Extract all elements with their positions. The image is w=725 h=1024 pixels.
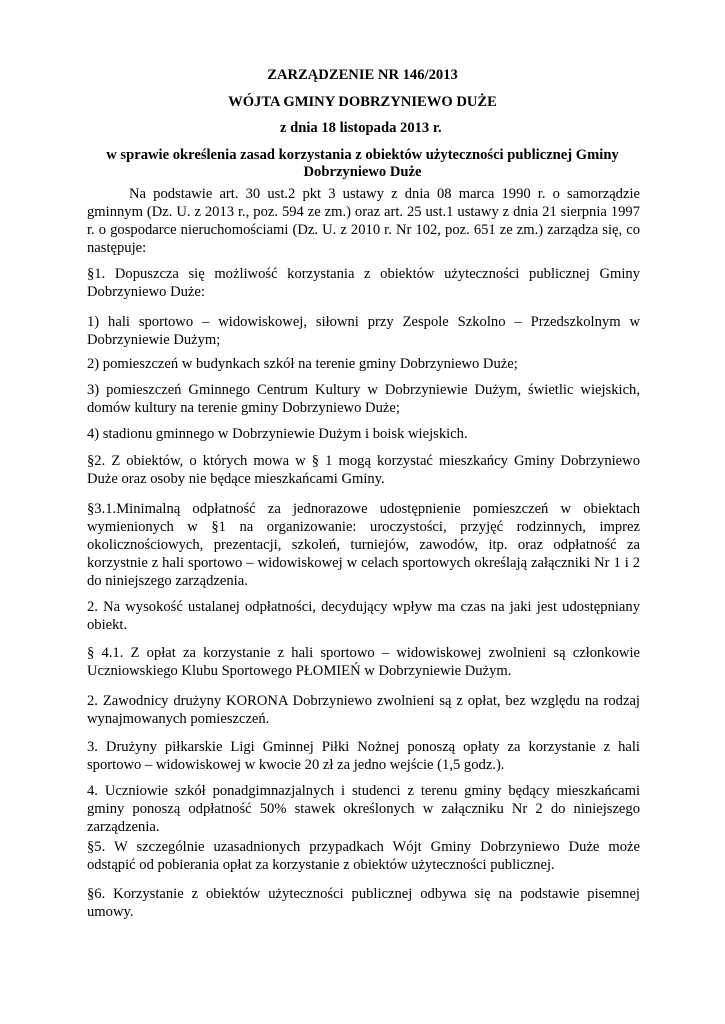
section-1-item-4: 4) stadionu gminnego w Dobrzyniewie Dużym i boisk wiejskich. (87, 426, 468, 442)
section-4-point-1: § 4.1. Z opłat za korzystanie z hali sportowo – widowiskowej zwolnieni są członkowie Uczniowskiego Klubu Sportowego PŁOMIEŃ w Dobrzyniewie Dużym. (87, 645, 640, 679)
section-4-point-2: 2. Zawodnicy drużyny KORONA Dobrzyniewo zwolnieni są z opłat, bez względu na rodzaj wynajmowanych pomieszczeń. (87, 693, 640, 727)
section-6-paragraph: §6. Korzystanie z obiektów użyteczności publicznej odbywa się na podstawie pisemnej umowy. (87, 886, 640, 920)
document-date: z dnia 18 listopada 2013 r. (280, 120, 442, 136)
section-1-item-2: 2) pomieszczeń w budynkach szkół na terenie gminy Dobrzyniewo Duże; (87, 356, 518, 372)
document-issuer: WÓJTA GMINY DOBRZYNIEWO DUŻE (228, 94, 497, 110)
document-subject: w sprawie określenia zasad korzystania z obiektów użyteczności publicznej Gminy Dobrzyniewo Duże (106, 147, 619, 180)
section-5-paragraph: §5. W szczególnie uzasadnionych przypadkach Wójt Gminy Dobrzyniewo Duże może odstąpić od pobierania opłat za korzystanie z obiektów użyteczności publicznej. (87, 839, 640, 873)
section-3-point-2: 2. Na wysokość ustalanej odpłatności, decydujący wpływ ma czas na jaki jest udostępniany obiekt. (87, 599, 640, 633)
section-1-paragraph: §1. Dopuszcza się możliwość korzystania z obiektów użyteczności publicznej Gminy Dobrzyniewo Duże: (87, 266, 640, 300)
section-4-point-4: 4. Uczniowie szkół ponadgimnazjalnych i studenci z terenu gminy będący mieszkańcami gminy ponoszą odpłatność 50% stawek określonych w załączniku Nr 2 do niniejszego zarządzenia. (87, 783, 640, 835)
section-4-point-3: 3. Drużyny piłkarskie Ligi Gminnej Piłki Nożnej ponoszą opłaty za korzystanie z hali sportowo – widowiskowej w kwocie 20 zł za jedno wejście (1,5 godz.). (87, 739, 640, 773)
section-2-paragraph: §2. Z obiektów, o których mowa w § 1 mogą korzystać mieszkańcy Gminy Dobrzyniewo Duże oraz osoby nie będące mieszkańcami Gminy. (87, 453, 640, 487)
document-title: ZARZĄDZENIE NR 146/2013 (267, 67, 458, 83)
section-3-point-1: §3.1.Minimalną odpłatność za jednorazowe udostępnienie pomieszczeń w obiektach wymienionych w §1 na organizowanie: uroczystości, przyjęć rodzinnych, imprez okolicznościowych, prezentacji, szkoleń, turniejów, zawodów, itp. oraz odpłatność za korzystnie z hali sportowo – widowiskowej w celach sportowych określają załączniki Nr 1 i 2 do niniejszego zarządzenia. (87, 501, 640, 589)
section-1-item-3: 3) pomieszczeń Gminnego Centrum Kultury w Dobrzyniewie Dużym, świetlic wiejskich, domów kultury na terenie gminy Dobrzyniewo Duże; (87, 382, 640, 416)
preamble-paragraph: Na podstawie art. 30 ust.2 pkt 3 ustawy z dnia 08 marca 1990 r. o samorządzie gminnym (Dz. U. z 2013 r., poz. 594 ze zm.) oraz art. 25 ust.1 ustawy z dnia 21 sierpnia 1997 r. o gospodarce nieruchomościami (Dz. U. z 2010 r. Nr 102, poz. 651 ze zm.) zarządza się, co następuje: (87, 186, 640, 256)
section-1-item-1: 1) hali sportowo – widowiskowej, siłowni przy Zespole Szkolno – Przedszkolnym w Dobrzyniewie Dużym; (87, 314, 640, 348)
